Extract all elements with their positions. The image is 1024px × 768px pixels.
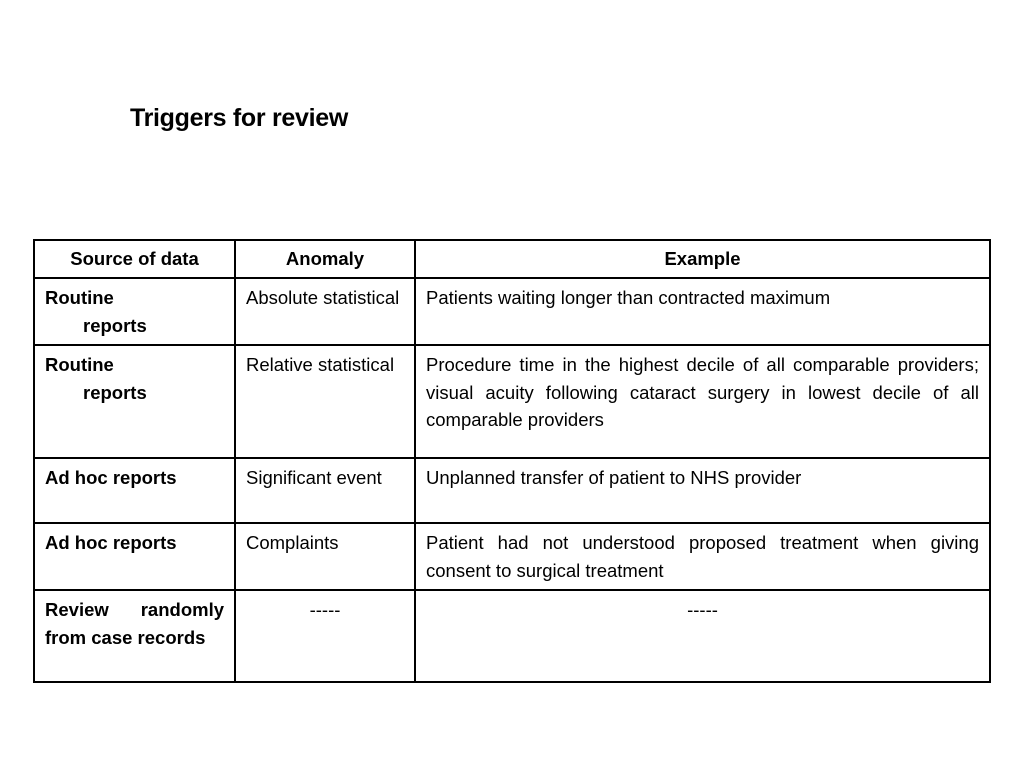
header-example: Example (415, 240, 990, 278)
header-source-of-data: Source of data (34, 240, 235, 278)
source-cell: Ad hoc reports (34, 523, 235, 590)
table-row (34, 590, 990, 682)
table-header-row (34, 240, 990, 278)
table-row (34, 345, 990, 458)
anomaly-cell: ----- (235, 590, 415, 682)
slide-title: Triggers for review (130, 104, 348, 132)
source-cell: Review randomly from case records (34, 590, 235, 682)
source-cell: Ad hoc reports (34, 458, 235, 523)
triggers-table (33, 239, 991, 683)
source-text-continued: reports (83, 314, 147, 336)
table-row (34, 523, 990, 590)
source-text: Routine (45, 287, 114, 308)
example-cell: ----- (415, 590, 990, 682)
example-cell: Procedure time in the highest decile of all comparable providers; visual acuity following cataract surgery in lowest decile of all comparable providers (415, 345, 990, 458)
example-cell: Patients waiting longer than contracted maximum (415, 278, 990, 345)
example-cell: Patient had not understood proposed treatment when giving consent to surgical treatment (415, 523, 990, 590)
header-anomaly: Anomaly (235, 240, 415, 278)
anomaly-cell: Significant event (235, 458, 415, 523)
table-row (34, 458, 990, 523)
source-text-continued: reports (83, 381, 147, 403)
source-cell (34, 278, 235, 345)
anomaly-cell: Relative statistical (235, 345, 415, 458)
source-text: Routine (45, 354, 114, 375)
anomaly-cell: Absolute statistical (235, 278, 415, 345)
table-row (34, 278, 990, 345)
example-cell: Unplanned transfer of patient to NHS provider (415, 458, 990, 523)
source-cell (34, 345, 235, 458)
anomaly-cell: Complaints (235, 523, 415, 590)
